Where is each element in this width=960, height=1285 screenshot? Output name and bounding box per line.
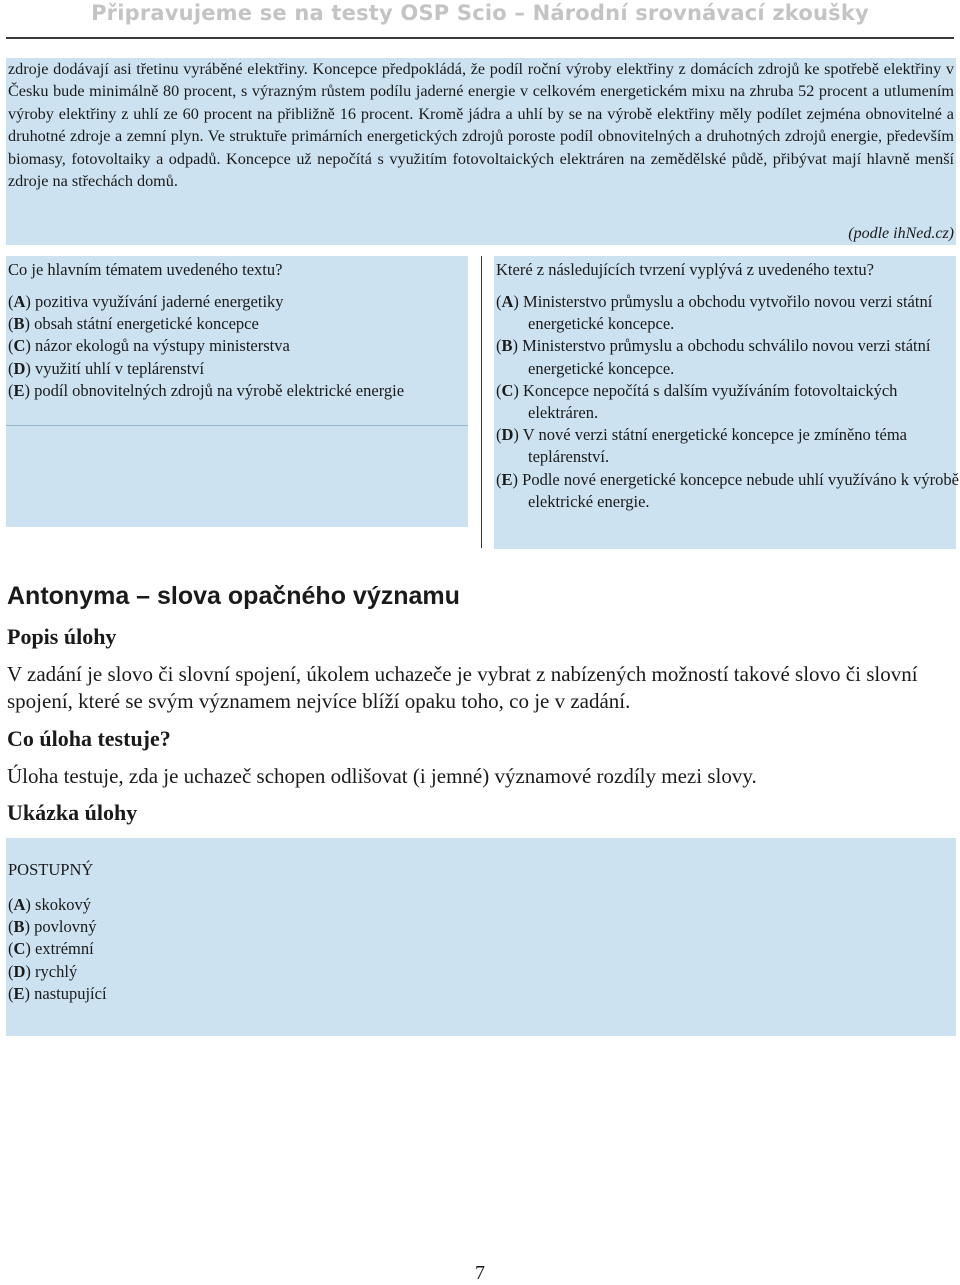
option-a[interactable]: (A) Ministerstvo průmyslu a obchodu vytvořilo novou verzi státní energetické koncepce. — [496, 292, 933, 334]
box-rule — [6, 425, 468, 426]
option-b[interactable]: (B) obsah státní energetické koncepce — [8, 314, 259, 334]
testuje-text: Úloha testuje, zda je uchazeč schopen odlišovat (i jemné) významové rozdíly mezi slovy. — [7, 764, 757, 788]
option-text: Podle nové energetické koncepce nebude uhlí využíváno k výrobě elektrické energie. — [518, 469, 959, 511]
option-c[interactable]: (C) Koncepce nepočítá s dalším využíváním fotovoltaických elektráren. — [496, 380, 898, 423]
option-letter: B — [501, 336, 513, 356]
option-letter: D — [501, 425, 514, 445]
sample-task-box — [6, 838, 956, 1036]
passage-source: (podle ihNed.cz) — [848, 225, 954, 242]
option-b[interactable]: (B) povlovný — [8, 917, 97, 937]
testuje-heading: Co úloha testuje? — [7, 726, 171, 751]
option-text: V nové verzi státní energetické koncepce je zmíněno téma teplárenství. — [518, 425, 907, 467]
option-letter: A — [501, 292, 514, 311]
option-text: názor ekologů na výstupy ministerstva — [30, 336, 290, 356]
question-2-text: Které z následujících tvrzení vyplývá z uvedeného textu? — [496, 260, 874, 279]
option-text: rychlý — [30, 961, 78, 981]
option-letter: E — [13, 983, 25, 1003]
option-c[interactable]: (C) extrémní — [8, 939, 94, 959]
option-text: nastupující — [30, 983, 107, 1003]
option-letter: C — [13, 939, 26, 959]
header-rule — [6, 37, 954, 39]
option-letter: C — [13, 336, 26, 356]
section-title: Antonyma – slova opačného významu — [7, 582, 460, 610]
question-1-options — [8, 291, 404, 402]
option-letter: D — [13, 961, 26, 981]
option-text: obsah státní energetické koncepce — [30, 314, 259, 334]
option-e[interactable]: (E) podíl obnovitelných zdrojů na výrobě elektrické energie — [8, 380, 405, 400]
option-text: extrémní — [30, 939, 94, 959]
option-letter: B — [13, 917, 25, 937]
option-letter: A — [13, 292, 26, 311]
option-letter: A — [13, 895, 26, 914]
option-text: využití uhlí v teplárenství — [30, 358, 205, 378]
sample-word: POSTUPNÝ — [8, 860, 94, 879]
popis-text: V zadání je slovo či slovní spojení, úkolem uchazeče je vybrat z nabízených možností takové slovo či slovní spojení, které se svým významem nejvíce blíží opaku toho, co je v zadání. — [7, 662, 918, 713]
option-text: podíl obnovitelných zdrojů na výrobě elektrické energie — [30, 380, 405, 400]
option-letter: C — [501, 380, 514, 400]
option-a[interactable]: (A) pozitiva využívání jaderné energetiky — [8, 292, 284, 311]
option-e[interactable]: (E) nastupující — [8, 983, 107, 1003]
question-1-box — [6, 256, 468, 527]
option-text: skokový — [30, 895, 91, 914]
sample-options — [8, 894, 107, 1005]
option-c[interactable]: (C) názor ekologů na výstupy ministerstva — [8, 336, 290, 356]
option-e[interactable]: (E) Podle nové energetické koncepce nebude uhlí využíváno k výrobě elektrické energie. — [496, 469, 959, 511]
page-header: Připravujeme se na testy OSP Scio – Národní srovnávací zkoušky — [91, 1, 869, 25]
option-text: Ministerstvo průmyslu a obchodu vytvořilo novou verzi státní energetické koncepce. — [518, 292, 933, 334]
question-2-options — [496, 291, 960, 513]
option-letter: B — [13, 314, 25, 334]
passage-text: zdroje dodávají asi třetinu vyráběné elektřiny. Koncepce předpokládá, že podíl roční výroby elektřiny z domácích zdrojů ke spotřebě elektřiny v Česku bude minimálně 80 procent, s výrazným růstem podílu jaderné energie v celkovém energetickém mixu na zhruba 52 procent a utlumením výroby elektřiny z uhlí ze 60 procent na přibližně 16 procent. Kromě jádra a uhlí by se na výrobě elektřiny měly podílet zejména obnovitelné a druhotné zdroje a zemní plyn. Ve struktuře primárních energetických zdrojů poroste podíl obnovitelných a druhotných zdrojů energie, především biomasy, fotovoltaiky a odpadů. Koncepce už nepočítá s využitím fotovoltaických elektráren na zemědělské půdě, přibývat mají hlavně menší zdroje na střechách domů. — [8, 60, 954, 191]
column-divider — [481, 256, 482, 548]
option-b[interactable]: (B) Ministerstvo průmyslu a obchodu schválilo novou verzi státní energetické koncepce. — [496, 336, 931, 378]
option-d[interactable]: (D) V nové verzi státní energetické koncepce je zmíněno téma teplárenství. — [496, 425, 907, 467]
option-letter: D — [13, 358, 26, 378]
question-1-text: Co je hlavním tématem uvedeného textu? — [8, 260, 283, 279]
option-text: pozitiva využívání jaderné energetiky — [30, 292, 284, 311]
question-2-box — [494, 256, 959, 549]
ukazka-heading: Ukázka úlohy — [7, 800, 138, 825]
passage-box — [6, 58, 956, 245]
option-letter: E — [501, 469, 513, 489]
option-d[interactable]: (D) rychlý — [8, 961, 78, 981]
option-text: Ministerstvo průmyslu a obchodu schválilo novou verzi státní energetické koncepce. — [518, 336, 931, 378]
option-d[interactable]: (D) využití uhlí v teplárenství — [8, 358, 205, 378]
page-number: 7 — [475, 1262, 485, 1284]
option-a[interactable]: (A) skokový — [8, 895, 91, 914]
option-text: povlovný — [30, 917, 97, 937]
popis-heading: Popis úlohy — [7, 624, 117, 649]
option-text: Koncepce nepočítá s dalším využíváním fotovoltaických elektráren. — [518, 380, 898, 423]
option-letter: E — [13, 380, 25, 400]
